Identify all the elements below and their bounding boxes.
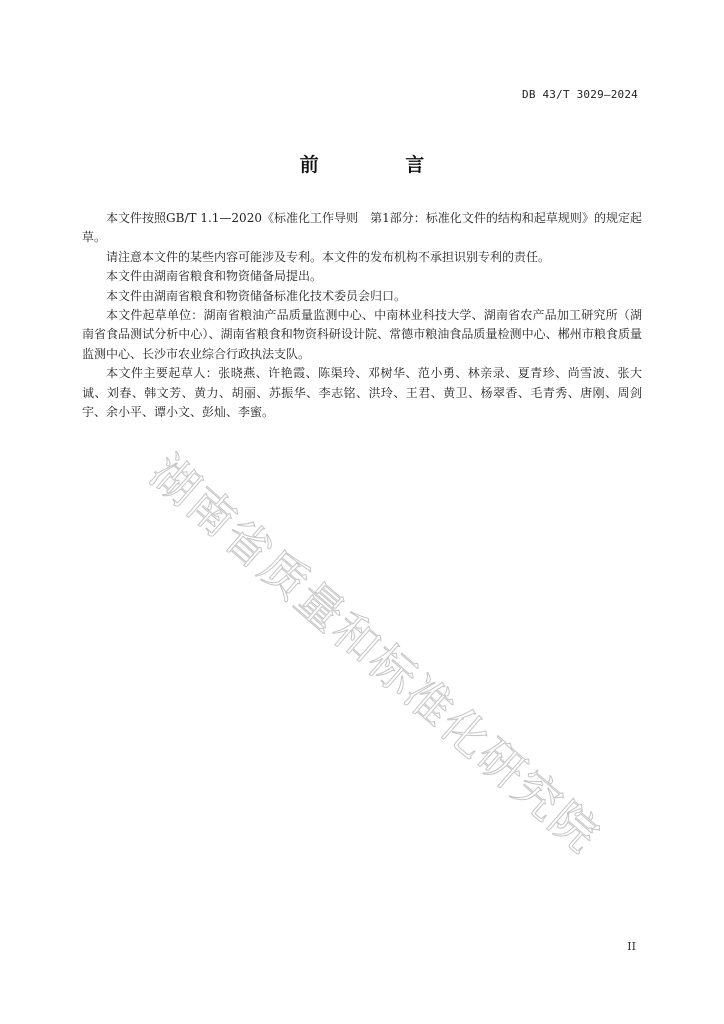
document-body <box>82 209 642 422</box>
paragraph-drafting-units: 本文件起草单位：湖南省粮油产品质量监测中心、中南林业科技大学、湖南省农产品加工研究所（湖南省食品测试分析中心）、湖南省粮食和物资科研设计院、常德市粮油食品质量检测中心、郴州市粮食质量监测中心、长沙市农业综合行政执法支队。 <box>82 308 642 361</box>
watermark: 湖南省质量和标准化研究院 <box>140 444 611 864</box>
paragraph-drafting-rules: 本文件按照GB/T 1.1—2020《标准化工作导则 第1部分：标准化文件的结构和起草规则》的规定起草。 <box>82 211 642 245</box>
paragraph-drafters: 本文件主要起草人：张晓燕、许艳霞、陈渠玲、邓树华、范小勇、林亲录、夏青珍、尚雪波、张大诚、刘春、韩文芳、黄力、胡丽、苏振华、李志铭、洪玲、王君、黄卫、杨翠香、毛青秀、唐刚、周剑宇、余小平、谭小文、彭灿、李蜜。 <box>82 366 642 420</box>
page-number: II <box>627 940 636 953</box>
paragraph-patent-notice: 请注意本文件的某些内容可能涉及专利。本文件的发布机构不承担识别专利的责任。 <box>106 249 551 264</box>
paragraph-proposer: 本文件由湖南省粮食和物资储备局提出。 <box>106 269 323 284</box>
page-title: 前 言 <box>299 154 465 176</box>
document-code: DB 43/T 3029—2024 <box>522 88 638 101</box>
paragraph-centralized-unit: 本文件由湖南省粮食和物资储备标准化技术委员会归口。 <box>106 288 407 303</box>
